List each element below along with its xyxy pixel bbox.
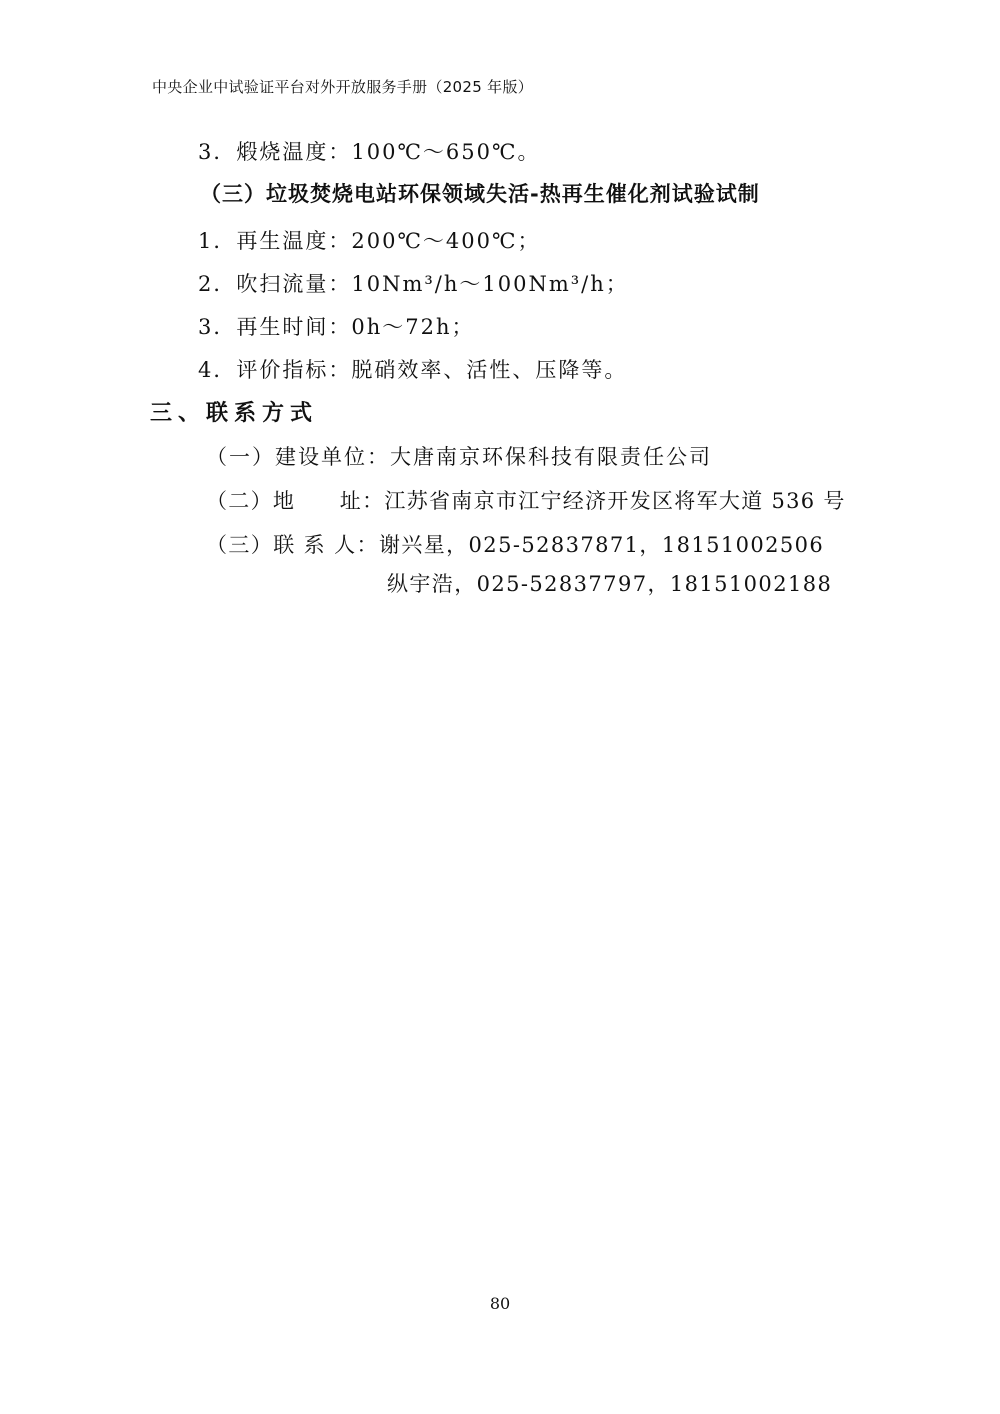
- page-number: 80: [489, 1294, 511, 1313]
- contact-unit: （一）建设单位：大唐南京环保科技有限责任公司: [206, 445, 712, 469]
- purge-flow-item: 2．吹扫流量：10Nm³/h～100Nm³/h；: [198, 272, 629, 296]
- running-header: 中央企业中试验证平台对外开放服务手册（2025 年版）: [152, 78, 534, 96]
- calcine-temperature-item: 3．煅烧温度：100℃～650℃。: [198, 140, 541, 164]
- contact-address: （二）地 址：江苏省南京市江宁经济开发区将军大道 536 号: [206, 489, 846, 513]
- regen-time-item: 3．再生时间：0h～72h；: [198, 315, 475, 339]
- section-three-heading: 三、联系方式: [150, 401, 319, 426]
- regen-temperature-item: 1．再生温度：200℃～400℃；: [198, 229, 541, 253]
- evaluation-index-item: 4．评价指标：脱硝效率、活性、压降等。: [198, 358, 628, 382]
- contact-person-1: （三）联 系 人：谢兴星，025-52837871，18151002506: [206, 533, 825, 557]
- subsection-three-title: （三）垃圾焚烧电站环保领域失活-热再生催化剂试验试制: [200, 182, 760, 206]
- contact-person-2: 纵宇浩，025-52837797，18151002188: [387, 572, 833, 596]
